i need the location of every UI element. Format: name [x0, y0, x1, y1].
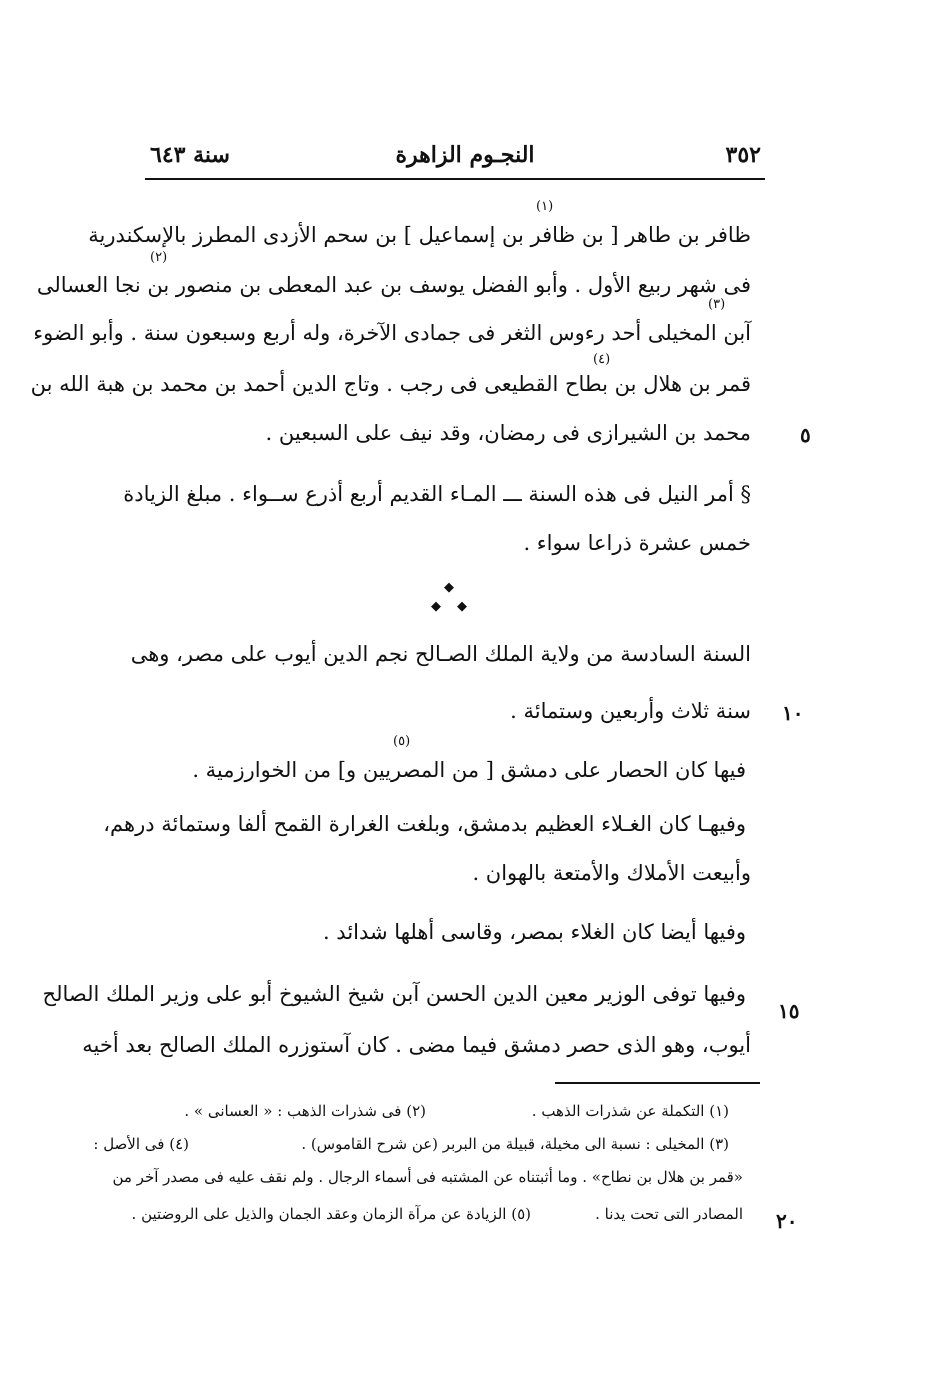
header-rule	[145, 178, 765, 180]
footnote-marker-5: (٥)	[393, 734, 411, 749]
line-number-5: ٥	[800, 423, 811, 447]
footnote-4: (٤) فى الأصل :	[93, 1135, 189, 1153]
line-number-15: ١٥	[778, 999, 800, 1023]
ornament-top: ◆	[444, 580, 454, 595]
year-label: سنة ٦٤٣	[150, 142, 230, 168]
text-line: قمر بن هلال بن بطاح القطيعى فى رجب . وتاج الدين أحمد بن محمد بن هبة الله بن	[30, 372, 751, 396]
text-line: وفيها توفى الوزير معين الدين الحسن آبن شيخ الشيوخ أبو على وزير الملك الصالح	[42, 982, 746, 1006]
text-line: وأبيعت الأملاك والأمتعة بالهوان .	[472, 861, 751, 885]
footnote-marker-1: (١)	[536, 199, 554, 214]
footnote-4-continued: «قمر بن هلال بن نطاح» . وما أثبتناه عن المشتبه فى أسماء الرجال . ولم نقف عليه فى مصدر آخر من	[112, 1168, 743, 1186]
footnote-5: (٥) الزيادة عن مرآة الزمان وعقد الجمان والذيل على الروضتين .	[131, 1205, 531, 1223]
line-number-20: ٢٠	[776, 1209, 798, 1233]
footnote-3: (٣) المخيلى : نسبة الى مخيلة، قبيلة من البربر (عن شرح القاموس) .	[301, 1135, 729, 1153]
book-title: النجـوم الزاهرة	[395, 142, 535, 168]
text-line: محمد بن الشيرازى فى رمضان، وقد نيف على السبعين .	[265, 421, 751, 445]
page-number: ٣٥٢	[725, 142, 761, 168]
ornament-right: ◆	[457, 599, 467, 614]
footnote-4-end: المصادر التى تحت يدنا .	[595, 1205, 743, 1223]
text-line: خمس عشرة ذراعا سواء .	[523, 531, 751, 555]
line-number-10: ١٠	[782, 701, 804, 725]
text-line: آبن المخيلى أحد رءوس الثغر فى جمادى الآخرة، وله أربع وسبعون سنة . وأبو الضوء	[33, 321, 751, 345]
text-line: فى شهر ربيع الأول . وأبو الفضل يوسف بن عبد المعطى بن منصور بن نجا العسالى	[36, 273, 751, 297]
text-line: أيوب، وهو الذى حصر دمشق فيما مضى . كان آستوزره الملك الصالح بعد أخيه	[82, 1033, 751, 1057]
footnote-rule	[555, 1082, 760, 1084]
footnote-marker-2: (٢)	[150, 250, 168, 265]
text-line: وفيهـا كان الغـلاء العظيم بدمشق، وبلغت الغرارة القمح ألفا وستمائة درهم،	[103, 812, 746, 836]
text-line: ظافر بن طاهر [ بن ظافر بن إسماعيل ] بن سحم الأزدى المطرز بالإسكندرية	[88, 223, 751, 247]
section-heading-line: السنة السادسة من ولاية الملك الصـالح نجم الدين أيوب على مصر، وهى	[130, 642, 751, 666]
footnote-1: (١) التكملة عن شذرات الذهب .	[531, 1102, 729, 1120]
text-line: § أمر النيل فى هذه السنة ـــ المـاء القديم أربع أذرع ســواء . مبلغ الزيادة	[123, 482, 751, 506]
footnote-2: (٢) فى شذرات الذهب : « العسانى » .	[184, 1102, 426, 1120]
footnote-marker-3: (٣)	[708, 297, 726, 312]
text-line: وفيها أيضا كان الغلاء بمصر، وقاسى أهلها شدائد .	[322, 920, 746, 944]
footnote-marker-4: (٤)	[593, 352, 611, 367]
ornament-left: ◆	[431, 599, 441, 614]
text-line: فيها كان الحصار على دمشق [ من المصريين و] من الخوارزمية .	[192, 758, 746, 782]
text-line: سنة ثلاث وأربعين وستمائة .	[510, 699, 751, 723]
